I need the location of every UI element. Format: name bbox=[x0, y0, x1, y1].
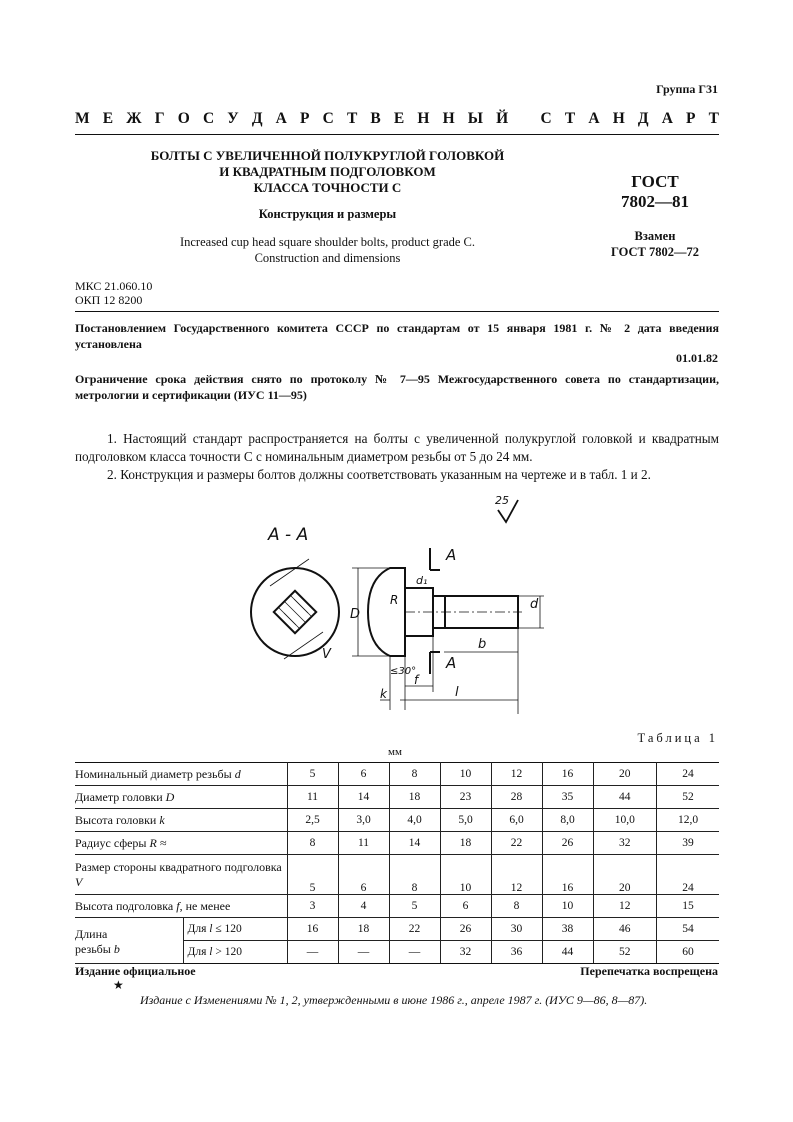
okp-code: ОКП 12 8200 bbox=[75, 293, 143, 307]
header-letter: О bbox=[177, 110, 190, 127]
row-label-symbol: d bbox=[234, 766, 241, 781]
table-cell: 8 bbox=[287, 832, 338, 855]
header-letter: М bbox=[75, 110, 90, 127]
table-cell: 16 bbox=[542, 763, 593, 786]
bolt-drawing bbox=[240, 488, 560, 718]
cut-letter-top: А bbox=[446, 546, 457, 564]
row-label-text: Высота подголовка bbox=[75, 898, 174, 913]
table-cell: 52 bbox=[593, 941, 657, 964]
dim-f-label: f bbox=[414, 673, 419, 687]
row-label-text: Номинальный диаметр резьбы bbox=[75, 766, 232, 781]
title-line-1: БОЛТЫ С УВЕЛИЧЕННОЙ ПОЛУКРУГЛОЙ ГОЛОВКОЙ bbox=[150, 148, 505, 163]
codes-rule bbox=[75, 311, 719, 312]
condition-prefix: Для bbox=[187, 946, 207, 958]
dim-d-head-label: D bbox=[350, 607, 361, 622]
table-cell: 39 bbox=[657, 832, 719, 855]
table-cell: — bbox=[389, 941, 440, 964]
row-label-symbol: R ≈ bbox=[149, 835, 167, 850]
row-label bbox=[75, 763, 287, 786]
row-label bbox=[75, 809, 287, 832]
table-cell: 8 bbox=[491, 895, 542, 918]
header-letter: А bbox=[275, 110, 287, 127]
table-cell: 12,0 bbox=[657, 809, 719, 832]
official-edition-label: Издание официальное bbox=[75, 964, 196, 978]
header-letter: В bbox=[370, 110, 381, 127]
table-cell: — bbox=[338, 941, 389, 964]
mks-code: МКС 21.060.10 bbox=[75, 279, 153, 293]
table-cell: 52 bbox=[657, 786, 719, 809]
table-row bbox=[75, 855, 719, 895]
group-code: Группа Г31 bbox=[656, 82, 718, 96]
row-label-suffix: , не менее bbox=[179, 898, 231, 913]
header-letter: Ж bbox=[126, 110, 142, 127]
header-letter: Д bbox=[637, 110, 649, 127]
table-cell: 6 bbox=[440, 895, 491, 918]
table-cell: 18 bbox=[338, 918, 389, 941]
table-cell: 10 bbox=[440, 855, 491, 895]
table-cell: 4 bbox=[338, 895, 389, 918]
table-cell: 32 bbox=[593, 832, 657, 855]
header-letter: Н bbox=[612, 110, 625, 127]
header-letter: Т bbox=[708, 110, 719, 127]
table-cell: 14 bbox=[389, 832, 440, 855]
header-letter: Ы bbox=[467, 110, 484, 127]
table-cell: 14 bbox=[338, 786, 389, 809]
condition-value: > 120 bbox=[215, 946, 242, 958]
table-cell: 26 bbox=[542, 832, 593, 855]
table-cell: 23 bbox=[440, 786, 491, 809]
table-cell: 12 bbox=[593, 895, 657, 918]
header-letter: Т bbox=[346, 110, 358, 127]
thread-label-line-1: Длина bbox=[75, 926, 108, 941]
header-letter: Р bbox=[686, 110, 696, 127]
table-cell: 20 bbox=[593, 855, 657, 895]
row-label bbox=[75, 895, 287, 918]
table-cell: 4,0 bbox=[389, 809, 440, 832]
row-label-text: Высота головки bbox=[75, 812, 157, 827]
header-letter: Н bbox=[442, 110, 455, 127]
gost-number: 7802—81 bbox=[621, 192, 689, 211]
section-label: А - А bbox=[268, 525, 309, 545]
thread-condition-1 bbox=[183, 918, 287, 941]
bolt-side-view bbox=[368, 568, 522, 656]
table-cell: 8 bbox=[389, 763, 440, 786]
table-cell: 11 bbox=[287, 786, 338, 809]
header-letter: У bbox=[227, 110, 239, 127]
thread-label-symbol: b bbox=[113, 941, 120, 956]
header-letter: А bbox=[661, 110, 673, 127]
dim-d-label: d bbox=[530, 597, 539, 612]
condition-variable: l bbox=[209, 946, 213, 958]
table-cell: 6 bbox=[338, 855, 389, 895]
header-letter: Т bbox=[564, 110, 576, 127]
table-units: мм bbox=[388, 746, 402, 758]
header-letter: А bbox=[588, 110, 600, 127]
table-cell: 46 bbox=[593, 918, 657, 941]
header-letter: Й bbox=[496, 110, 509, 127]
header-letter: Г bbox=[154, 110, 165, 127]
table-cell: 60 bbox=[657, 941, 719, 964]
dim-angle-label: ≤30° bbox=[390, 666, 417, 677]
thread-length-label bbox=[75, 918, 183, 964]
table-cell: 8,0 bbox=[542, 809, 593, 832]
table-cell: 26 bbox=[440, 918, 491, 941]
table-cell: 18 bbox=[389, 786, 440, 809]
table-cell: 30 bbox=[491, 918, 542, 941]
thread-label-word: резьбы bbox=[75, 941, 111, 956]
condition-variable: l bbox=[209, 923, 213, 935]
header-letter: Е bbox=[393, 110, 405, 127]
dim-r-label: R bbox=[390, 593, 399, 607]
classification-codes bbox=[75, 279, 152, 307]
table-row bbox=[75, 786, 719, 809]
table-row bbox=[75, 763, 719, 786]
replaces-standard: ГОСТ 7802—72 bbox=[610, 245, 699, 259]
row-label-text: Радиус сферы bbox=[75, 835, 147, 850]
title-line-3: КЛАССА ТОЧНОСТИ С bbox=[253, 180, 402, 195]
decree-text: Постановлением Государственного комитета СССР по стандартам от 15 января 1981 г. № 2 дата введения установлена bbox=[75, 321, 719, 351]
table-cell: 20 bbox=[593, 763, 657, 786]
table-row bbox=[75, 918, 719, 941]
table-row bbox=[75, 832, 719, 855]
header-letter: Д bbox=[251, 110, 263, 127]
gost-label: ГОСТ bbox=[631, 172, 679, 191]
table-cell: 8 bbox=[389, 855, 440, 895]
reprint-prohibited-label: Перепечатка воспрещена bbox=[580, 964, 718, 978]
document-title bbox=[75, 148, 580, 196]
dim-b-label: b bbox=[478, 637, 487, 652]
dim-k-label: k bbox=[380, 687, 387, 701]
table-cell: 28 bbox=[491, 786, 542, 809]
table-cell: 22 bbox=[389, 918, 440, 941]
header-letter: С bbox=[202, 110, 215, 127]
table-cell: 3,0 bbox=[338, 809, 389, 832]
table-cell: 24 bbox=[657, 763, 719, 786]
row-label-symbol: k bbox=[159, 812, 165, 827]
table-cell: — bbox=[287, 941, 338, 964]
section-view bbox=[251, 559, 339, 659]
english-title-line-1: Increased cup head square shoulder bolts, product grade C. bbox=[179, 235, 476, 249]
star-icon: ★ bbox=[113, 978, 124, 992]
table-cell: 36 bbox=[491, 941, 542, 964]
dim-v-label: V bbox=[322, 647, 331, 662]
edition-note: Издание с Изменениями № 1, 2, утвержденными в июне 1986 г., апреле 1987 г. (ИУС 9—86, 8—87). bbox=[140, 993, 648, 1007]
row-label bbox=[75, 855, 287, 895]
dimensions-table bbox=[75, 762, 719, 964]
row-label bbox=[75, 832, 287, 855]
table-cell: 35 bbox=[542, 786, 593, 809]
table-cell: 2,5 bbox=[287, 809, 338, 832]
table-cell: 12 bbox=[491, 855, 542, 895]
roughness-value: 25 bbox=[495, 494, 509, 507]
cut-line-marks bbox=[430, 548, 440, 674]
table-cell: 24 bbox=[657, 855, 719, 895]
roughness-mark bbox=[495, 494, 518, 522]
header-letter: Р bbox=[299, 110, 310, 127]
header-letter: Н bbox=[417, 110, 430, 127]
header-rule bbox=[75, 134, 719, 135]
table-cell: 12 bbox=[491, 763, 542, 786]
row-label-symbol: V bbox=[75, 874, 83, 889]
header-letter: Е bbox=[102, 110, 114, 127]
table-cell: 10 bbox=[542, 895, 593, 918]
table-cell: 6,0 bbox=[491, 809, 542, 832]
row-label-symbol: D bbox=[165, 789, 175, 804]
table-cell: 10 bbox=[440, 763, 491, 786]
table-cell: 10,0 bbox=[593, 809, 657, 832]
row-label-symbol: f bbox=[176, 898, 180, 913]
table-cell: 38 bbox=[542, 918, 593, 941]
table-cell: 44 bbox=[542, 941, 593, 964]
table-cell: 15 bbox=[657, 895, 719, 918]
thread-label-line-2 bbox=[75, 942, 179, 957]
dim-d1-label: d₁ bbox=[416, 574, 428, 587]
cut-letter-bottom: А bbox=[446, 654, 457, 672]
thread-condition-2 bbox=[183, 941, 287, 964]
gost-number-block bbox=[590, 172, 720, 212]
table-cell: 5 bbox=[287, 763, 338, 786]
table-cell: 54 bbox=[657, 918, 719, 941]
table-cell: 3 bbox=[287, 895, 338, 918]
interstate-standard-header bbox=[75, 110, 719, 128]
condition-value: ≤ 120 bbox=[215, 923, 242, 935]
row-label-text: Размер стороны квадратного подголовка bbox=[75, 859, 282, 874]
table-row bbox=[75, 895, 719, 918]
header-letter: С bbox=[540, 110, 552, 127]
table-cell: 18 bbox=[440, 832, 491, 855]
paragraph-1: 1. Настоящий стандарт распространяется на болты с увеличенной полукруглой головкой и квадратным подголовком класса точности С с номинальным диаметром резьбы от 5 до 24 мм. bbox=[75, 431, 719, 464]
header-letter: С bbox=[322, 110, 334, 127]
header-letter bbox=[521, 110, 527, 128]
document-subtitle: Конструкция и размеры bbox=[258, 207, 397, 221]
table-cell: 5 bbox=[287, 855, 338, 895]
table-cell: 32 bbox=[440, 941, 491, 964]
table-label: Таблица 1 bbox=[637, 731, 718, 745]
condition-prefix: Для bbox=[187, 923, 207, 935]
title-line-2: И КВАДРАТНЫМ ПОДГОЛОВКОМ bbox=[219, 164, 436, 179]
table-cell: 6 bbox=[338, 763, 389, 786]
decree-date: 01.01.82 bbox=[676, 351, 718, 365]
table-cell: 16 bbox=[287, 918, 338, 941]
table-cell: 44 bbox=[593, 786, 657, 809]
table-cell: 11 bbox=[338, 832, 389, 855]
table-cell: 5,0 bbox=[440, 809, 491, 832]
row-label bbox=[75, 786, 287, 809]
limitation-text: Ограничение срока действия снято по протоколу № 7—95 Межгосударственного совета по стандартизации, метрологии и сертификации (ИУС 11—95) bbox=[75, 372, 719, 402]
replaces-block bbox=[580, 228, 730, 260]
dim-l-label: l bbox=[455, 685, 459, 700]
replaces-label: Взамен bbox=[634, 229, 676, 243]
english-title-line-2: Construction and dimensions bbox=[254, 251, 401, 265]
table-cell: 16 bbox=[542, 855, 593, 895]
table-row bbox=[75, 809, 719, 832]
table-cell: 5 bbox=[389, 895, 440, 918]
row-label-text: Диаметр головки bbox=[75, 789, 163, 804]
paragraph-2: 2. Конструкция и размеры болтов должны соответствовать указанным на чертеже и в табл. 1 и 2. bbox=[107, 467, 651, 482]
table-cell: 22 bbox=[491, 832, 542, 855]
english-title bbox=[75, 234, 580, 266]
